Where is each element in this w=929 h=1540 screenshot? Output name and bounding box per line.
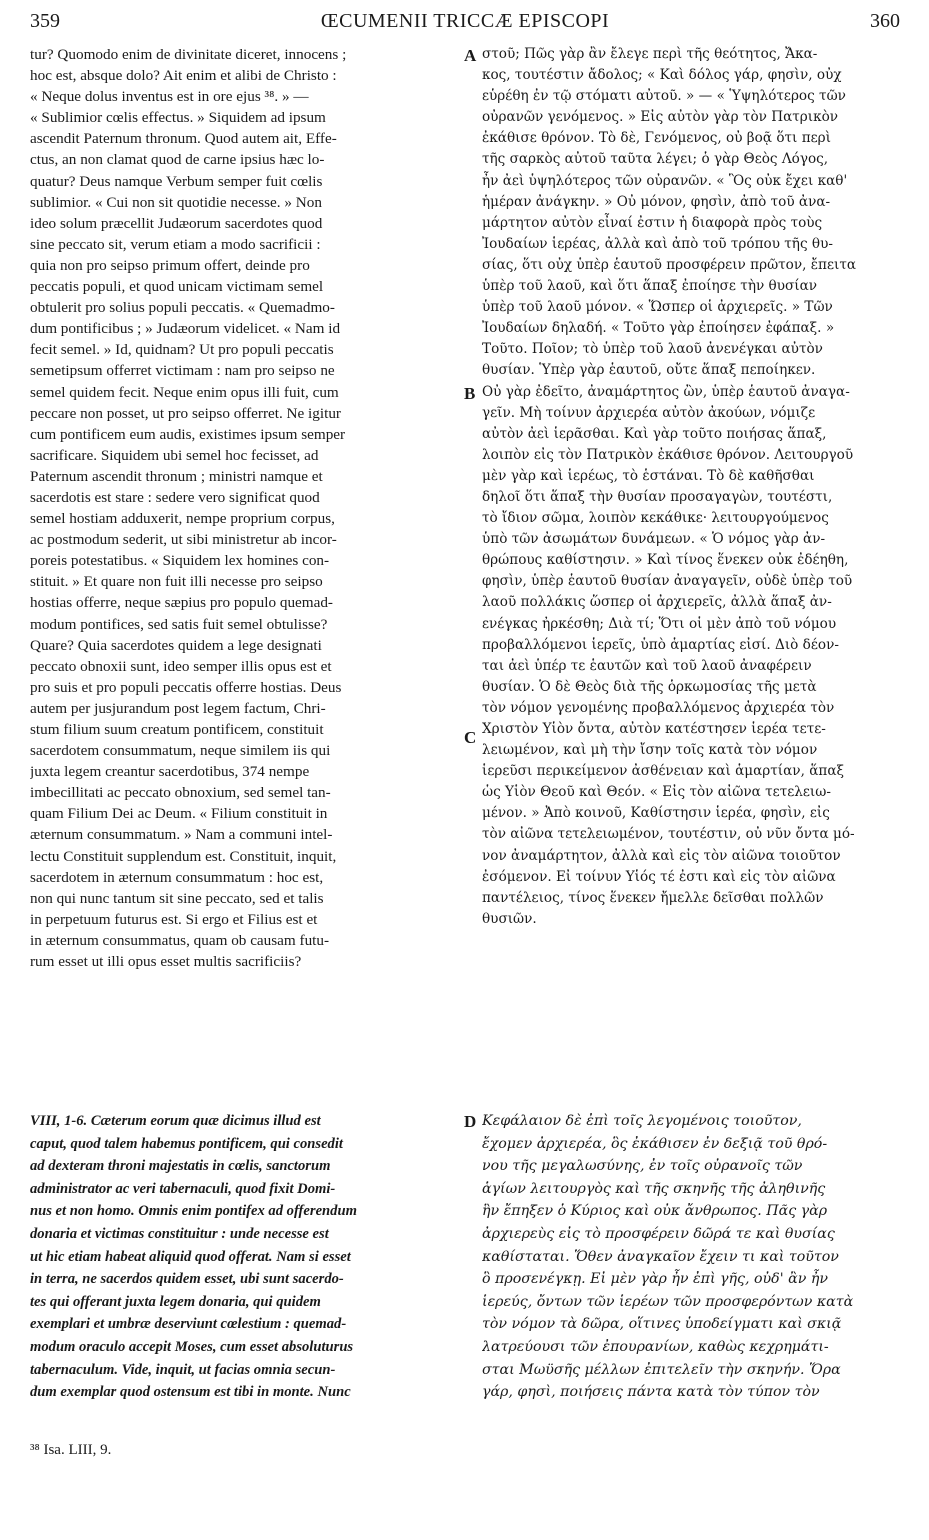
text-line: ideo solum præcellit Judæorum sacerdotes quod [30,214,323,232]
text-line: θρώπους καθίστησιν. » Καὶ τίνος ἕνεκεν οὐκ ἐδέηθη, [482,552,849,569]
text-line: sublimior. « Cui non sit quotidie necesse. » Non [30,193,322,211]
text-line: λατρεύουσι τῶν ἐπουρανίων, καθὼς κεχρημάτι- [482,1338,829,1355]
text-line: Τοῦτο. Ποῖον; τὸ ὑπὲρ τοῦ λαοῦ ἀνενέγκαι αὐτὸν [482,341,823,358]
text-line: donaria et victimas constituitur : unde necesse est [30,1225,329,1242]
text-line: ὑπὸ τῶν ἀσωμάτων δυνάμεων. « Ὁ νόμος γὰρ ἀν- [482,531,826,548]
text-line: sacerdotem in æternum consummatum : hoc est, [30,868,324,886]
text-line: VIII, 1-6. Cæterum eorum quæ dicimus illud est [30,1113,321,1129]
text-line: hostias offerre, neque sæpius pro populo quemad- [30,594,333,612]
text-line: λαοῦ πολλάκις ὥσπερ οἱ ἀρχιερεῖς, ἀλλὰ ἅπαξ ἀν- [482,594,832,611]
text-line: tur? Quomodo enim de divinitate diceret, innocens ; [30,46,347,63]
text-line: in terra, ne sacerdos quidem esset, ubi sunt sacerdo- [30,1271,344,1288]
text-line: θυσίαν. Ὁ δὲ Θεὸς διὰ τῆς ὁρκωμοσίας τῆς μετὰ [482,678,817,695]
text-line: in perpetuum futurus est. Si ergo et Filius est et [30,910,318,928]
text-line: παντέλειος, τίνος ἕνεκεν ἤμελλε δεῖσθαι πολλῶν [482,889,824,906]
text-line: rum esset ut illi opus esset multis sacrificiis? [30,953,302,971]
text-line: Κεφάλαιον δὲ ἐπὶ τοῖς λεγομένοις τοιοῦτον, [482,1113,802,1129]
running-title: ŒCUMENII TRICCÆ EPISCOPI [320,10,610,32]
text-line: stum filium suum creatum pontificem, constituit [30,721,324,738]
text-line: ad dexteram throni majestatis in cœlis, sanctorum [30,1158,331,1175]
text-line: dum exemplar quod ostensum est tibi in monte. Nunc [30,1384,351,1401]
text-line: æternum consummatum. » Nam a communi intel- [30,826,333,844]
text-line: Ἰουδαίων ἱερέας, ἀλλὰ καὶ ἀπὸ τοῦ τρόπου τῆς θυ- [482,235,833,252]
text-line: sacerdotem consummatum, neque similem iis qui [30,742,331,760]
text-line: ὑπὲρ τοῦ λαοῦ, καὶ ὅτι ἅπαξ ἐποίησε τὴν θυσίαν [482,278,818,295]
text-line: τὸ ἴδιον σῶμα, λοιπὸν κεκάθικε· λειτουργούμενος [482,510,829,527]
text-line: pro suis et pro populi peccatis offerre hostias. Deus [30,678,342,696]
text-line: ὑπὲρ τοῦ λαοῦ μόνον. « Ὥσπερ οἱ ἀρχιερεῖς. » Τῶν [482,299,833,316]
text-line: nus et non homo. Omnis enim pontifex ad offerendum [30,1203,357,1220]
margin-marker-c: C [464,728,477,747]
text-line: ἣν ἔπηξεν ὁ Κύριος καὶ οὐκ ἄνθρωπος. Πᾶς γὰρ [482,1203,828,1220]
text-line: caput, quod talem habemus pontificem, qui consedit [30,1135,343,1152]
text-line: poreis potestatibus. « Siquidem lex homines con- [30,552,330,570]
text-line: λειωμένον, καὶ μὴ τὴν ἴσην τοῖς κατὰ τὸν νόμον [482,742,818,759]
text-line: Οὐ γὰρ ἐδεῖτο, ἀναμάρτητος ὢν, ὑπὲρ ἑαυτοῦ ἀναγα- [482,383,850,400]
footnote: ³⁸ Isa. LIII, 9. [30,1442,112,1458]
text-line: προβαλλόμενοι ἱερεῖς, ὑπὸ ἁμαρτίας εἰσί. Διὸ δέον- [482,636,839,653]
text-line: modum oraculo accepit Moses, cum esset absoluturus [30,1338,354,1355]
running-header [30,10,900,40]
text-line: peccatis populi, et quod unicam victimam semel [30,278,324,296]
text-line: τῆς σαρκὸς αὐτοῦ ταῦτα λέγει; ὁ γὰρ Θεὸς Λόγος, [482,151,829,168]
text-line: ctus, an non clamat quod de carne ipsius hæc lo- [30,151,325,169]
text-line: semel quidem fecit. Neque enim opus illi fuit, cum [30,383,339,401]
text-line: ἔχομεν ἀρχιερέα, ὃς ἐκάθισεν ἐν δεξιᾷ τοῦ θρό- [482,1135,828,1152]
text-line: μάρτητον αὐτὸν εἶναί ἐστιν ἡ διαφορὰ πρὸς τοὺς [482,214,823,231]
text-line: autem per jusjurandum post legem factum, Chri- [30,699,326,717]
text-line: νον ἀναμάρτητον, ἀλλὰ καὶ εἰς τὸν αἰῶνα τοιοῦτον [482,847,841,864]
text-line: τὸν αἰῶνα τετελειωμένον, τουτέστιν, οὐ νῦν ὄντα μό- [482,826,855,843]
text-line: quam Filium Dei ac Deum. « Filium constituit in [30,805,328,823]
text-line: μὲν γὰρ καὶ ἱερέως, τὸ ἑστάναι. Τὸ δὲ καθῆσθαι [482,467,815,484]
text-line: θυσίαν. Ὑπὲρ γὰρ ἑαυτοῦ, οὔτε ἅπαξ πεποίηκεν. [482,362,816,379]
text-line: γεῖν. Μὴ τοίνυν ἀρχιερέα αὐτὸν ἀκούων, νόμιζε [482,404,816,421]
text-line: quatur? Deus namque Verbum semper fuit cœlis [30,172,323,190]
text-line: νου τῆς μεγαλωσύνης, ἐν τοῖς οὐρανοῖς τῶν [482,1158,803,1175]
text-line: ἱερεύς, ὄντων τῶν ἱερέων τῶν προσφερόντων κατὰ [482,1293,854,1310]
text-line: cum pontificem eum audis, existimes ipsum semper [30,425,346,443]
text-line: ὃ προσενέγκῃ. Εἰ μὲν γὰρ ἦν ἐπὶ γῆς, οὐδ' ἂν ἦν [482,1271,828,1288]
text-line: λοιπὸν εἰς τὸν Πατρικὸν ἐκάθισε θρόνον. Λειτουργοῦ [482,446,854,463]
text-line: modum pontifices, sed satis fuit semel obtulisse? [30,615,328,633]
latin-column [30,44,462,972]
text-line: ται ἀεὶ ὑπέρ τε ἑαυτῶν καὶ τοῦ λαοῦ ἀναφέρειν [482,657,812,674]
text-line: ἱερεῦσι περικείμενον ἀσθένειαν καὶ ἁμαρτίαν, ἅπαξ [482,763,844,780]
text-line: τὸν νόμον τὰ δῶρα, οἵτινες ὑποδείγματι καὶ σκιᾷ [482,1316,842,1333]
text-line: peccare non posset, ut pro seipso offerret. Ne igitur [30,404,341,422]
text-line: semel hostiam adduxerit, nempe proprium corpus, [30,510,335,528]
text-line: θυσιῶν. [482,910,537,927]
margin-marker-d: D [464,1112,477,1131]
text-line: lectu Constituit supplendum est. Constituit, inquit, [30,847,337,865]
text-line: γάρ, φησὶ, ποιήσεις πάντα κατὰ τὸν τύπον τὸν [482,1384,820,1401]
text-line: ἦν ἀεὶ ὑψηλότερος τῶν οὐρανῶν. « Ὃς οὐκ ἔχει καθ' [482,172,848,189]
text-line: exemplari et umbræ deserviunt cœlestium : quemad- [30,1316,347,1333]
text-line: τὸν νόμον γενομένης προβαλλόμενος ἀρχιερέα τὸν [482,699,835,716]
text-line: hoc est, absque dolo? Ait enim et alibi de Christo : [30,67,337,85]
text-line: ἡμέραν ἀνάγκην. » Οὐ μόνον, φησὶν, ἀπὸ τοῦ ἀνα- [482,193,831,210]
text-line: αὐτὸν ἀεὶ ἱερᾶσθαι. Καὶ γὰρ τοῦτο ποιήσας ἅπαξ, [482,425,827,442]
text-line: sacrificare. Siquidem ubi semel hoc fecisset, ad [30,446,319,464]
greek-scripture-column [482,1110,902,1404]
text-line: stituit. » Et quare non fuit illi necesse pro seipso [30,573,323,591]
text-line: εὑρέθη ἐν τῷ στόματι αὐτοῦ. » — « Ὑψηλότερος τῶν [482,88,846,105]
text-line: peccato obnoxii sunt, ideo semper illis opus est et [30,657,332,675]
text-line: στοῦ; Πῶς γὰρ ἂν ἔλεγε περὶ τῆς θεότητος, Ἄκα- [482,46,818,62]
text-line: non qui nunc tantum sit sine peccato, sed et talis [30,889,324,907]
text-line: obtulerit pro solius populi peccatis. « Quemadmo- [30,299,335,317]
text-line: dum pontificibus ; » Judæorum videlicet. « Nam id [30,320,341,338]
text-line: « Neque dolus inventus est in ore ejus ³⁸. » — [30,88,309,106]
text-line: tes qui offerant juxta legem donaria, qui quidem [30,1293,321,1310]
text-line: quia non pro seipso primum offert, deinde pro [30,256,310,274]
text-line: imbecillitati ac peccato obnoxium, sed semel tan- [30,784,331,802]
margin-marker-a: A [464,46,477,65]
text-line: σίας, ὅτι οὐχ ὑπὲρ ἑαυτοῦ προσφέρειν πρῶτον, ἔπειτα [482,256,857,273]
text-line: ac postmodum sederit, ut sibi ministretur ab incor- [30,531,337,549]
text-line: ut hic etiam habeat aliquid quod offerat. Nam si esset [30,1248,351,1265]
text-line: juxta legem creantur sacerdotibus, 374 nempe [30,763,310,781]
page-number-right: 360 [870,10,900,32]
text-line: ἐσόμενον. Εἰ τοίνυν Υἱός τέ ἐστι καὶ εἰς τὸν αἰῶνα [482,868,836,885]
text-line: ενέγκας ἠρκέσθη; Διὰ τί; Ὅτι οἱ μὲν ἀπὸ τοῦ νόμου [482,615,837,632]
text-line: σται Μωϋσῆς μέλλων ἐπιτελεῖν τὴν σκηνήν. Ὅρα [482,1361,841,1378]
page-number-left: 359 [30,10,60,32]
text-line: administrator ac veri tabernaculi, quod fixit Domi- [30,1180,336,1197]
text-line: Χριστὸν Υἱὸν ὄντα, αὐτὸν κατέστησεν ἱερέα τετε- [482,721,826,737]
text-line: Paternum ascendit thronum ; ministri namque et [30,467,323,485]
text-line: sacerdotis est stare : sedere vero significat quod [30,488,320,506]
text-line: Ἰουδαίων δηλαδή. « Τοῦτο γὰρ ἐποίησεν ἐφάπαξ. » [482,320,835,337]
text-line: fecit semel. » Id, quidnam? Ut pro populi peccatis [30,341,334,359]
text-line: Quare? Quia sacerdotes quidem a lege designati [30,636,322,654]
latin-scripture-column [30,1110,462,1404]
greek-column [482,44,902,930]
margin-marker-b: B [464,384,476,403]
text-line: ἐκάθισε θρόνον. Τὸ δὲ, Γενόμενος, οὐ βοᾷ ὅτι περὶ [482,130,832,147]
text-line: ὡς Υἱὸν Θεοῦ καὶ Θεόν. « Εἰς τὸν αἰῶνα τετελειω- [482,784,831,801]
text-line: semetipsum offerret victimam : nam pro seipso ne [30,362,335,380]
text-line: ἁγίων λειτουργὸς καὶ τῆς σκηνῆς τῆς ἀληθινῆς [482,1180,826,1197]
text-line: φησὶν, ὑπὲρ ἑαυτοῦ θυσίαν ἀναγαγεῖν, οὐδὲ ὑπὲρ τοῦ [482,573,853,590]
text-line: ἀρχιερεὺς εἰς τὸ προσφέρειν δῶρά τε καὶ θυσίας [482,1225,835,1242]
text-line: δηλοῖ ὅτι ἅπαξ τὴν θυσίαν προσαγαγὼν, τουτέστι, [482,488,833,505]
text-line: καθίσταται. Ὅθεν ἀναγκαῖον ἔχειν τι καὶ τοῦτον [482,1248,839,1265]
text-line: ascendit Paternum thronum. Quod autem ait, Effe- [30,130,337,148]
text-line: tabernaculum. Vide, inquit, ut facias omnia secun- [30,1361,336,1378]
text-line: κος, τουτέστιν ἄδολος; « Καὶ δόλος γάρ, φησὶν, οὐχ [482,67,842,84]
text-line: οὐρανῶν γενόμενος. » Εἰς αὐτὸν γὰρ τὸν Πατρικὸν [482,109,839,126]
text-line: μένον. » Ἀπὸ κοινοῦ, Καθίστησιν ἱερέα, φησὶν, εἰς [482,805,830,822]
text-line: sine peccato sit, verum etiam a modo sacrificii : [30,235,321,253]
text-line: in æternum consummatus, quam ob causam futu- [30,931,330,949]
text-line: « Sublimior cœlis effectus. » Siquidem ad ipsum [30,109,326,127]
